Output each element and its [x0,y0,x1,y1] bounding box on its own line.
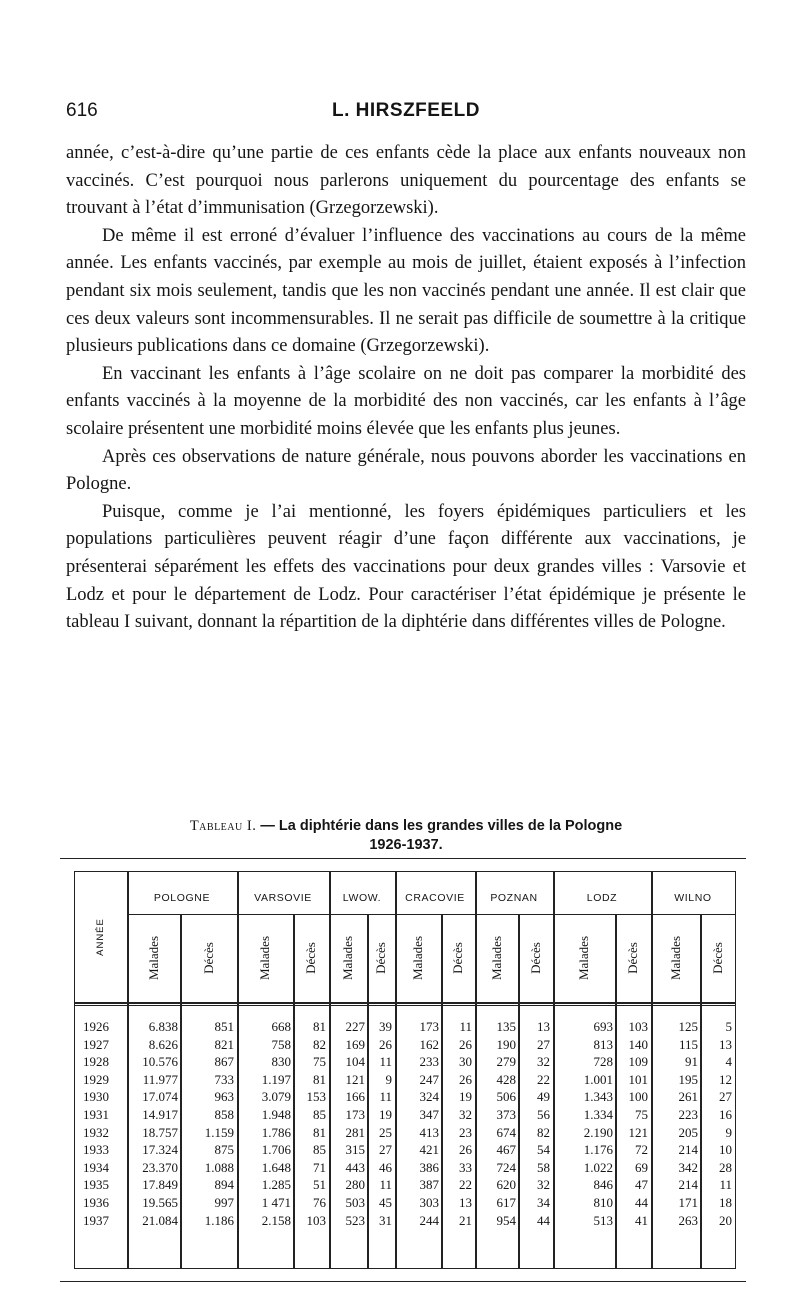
table-cell-malades: 668 [271,1019,291,1034]
table-rule [127,914,735,915]
table-cell-deces: 733 [214,1071,234,1087]
table-cell-deces: 109 [628,1054,648,1070]
table-cell-deces: 75 [635,1107,648,1122]
table-cell-deces: 19 [459,1089,472,1105]
table-cell-deces: 45 [379,1195,392,1210]
table-cell-malades: 813 [593,1036,613,1052]
table-cell-deces: 153 [306,1089,326,1105]
table-title: — La diphtérie dans les grandes villes de la Pologne [256,818,623,834]
table-cell-deces: 26 [459,1036,472,1052]
table-cell-deces: 1.088 [204,1159,234,1175]
table-cell-malades: 23.370 [142,1159,178,1175]
table-cell-malades: 830 [271,1054,291,1070]
table-cell-malades: 169 [345,1036,365,1052]
table-cell-deces: 25 [379,1124,392,1140]
table-cell-deces: 18 [719,1195,732,1210]
table-cell-malades: 413 [419,1124,439,1140]
table-cell-deces: 23 [459,1124,472,1140]
table-cell-malades: 810 [593,1195,613,1210]
table-cell-malades: 617 [496,1195,516,1210]
table-cell-year: 1932 [83,1124,109,1140]
table-cell-malades: 261 [678,1089,698,1105]
table-cell-year: 1934 [83,1159,109,1175]
table-cell-malades: 166 [345,1089,365,1105]
table-caption [66,817,746,855]
table-cell-deces: 1.186 [204,1212,234,1228]
table-cell-year: 1930 [83,1089,109,1105]
column-header-malades: Malades [410,935,425,981]
table-cell-malades: 3.079 [261,1089,291,1105]
table-cell-malades: 1.706 [261,1142,291,1158]
diphtheria-table [60,858,746,1282]
table-cell-malades: 620 [496,1177,516,1193]
table-cell-deces: 44 [635,1195,648,1210]
table-cell-malades: 387 [419,1177,439,1193]
table-cell-malades: 173 [419,1019,439,1034]
table-cell-deces: 51 [313,1177,326,1193]
table-cell-deces: 13 [719,1036,732,1052]
table-cell-deces: 34 [537,1195,550,1210]
table-cell-malades: 386 [419,1159,439,1175]
table-cell-deces: 31 [379,1212,392,1228]
table-cell-year: 1935 [83,1177,109,1193]
table-cell-deces: 32 [537,1054,550,1070]
table-cell-malades: 17.849 [142,1177,178,1193]
running-header [66,100,746,128]
table-cell-malades: 91 [685,1054,698,1070]
table-cell-malades: 373 [496,1107,516,1122]
table-cell-malades: 244 [419,1212,439,1228]
table-cell-deces: 26 [459,1142,472,1158]
table-label: Tableau I. [189,818,257,834]
table-cell-deces: 997 [214,1195,234,1210]
table-cell-malades: 6.838 [148,1019,178,1034]
column-header-deces: Décès [303,942,318,974]
city-header: WILNO [674,892,712,904]
table-cell-deces: 9 [385,1071,392,1087]
table-cell-deces: 103 [628,1019,648,1034]
column-header-malades: Malades [257,935,272,981]
table-cell-malades: 467 [496,1142,516,1158]
table-cell-year: 1928 [83,1054,109,1070]
table-cell-malades: 247 [419,1071,439,1087]
table-cell-malades: 342 [678,1159,698,1175]
table-cell-malades: 171 [678,1195,698,1210]
table-cell-malades: 443 [345,1159,365,1175]
table-cell-malades: 1.343 [583,1089,613,1105]
table-cell-malades: 1.176 [583,1142,613,1158]
table-cell-deces: 5 [725,1019,732,1034]
table-cell-deces: 11 [719,1177,732,1193]
table-grid [74,871,736,1269]
column-header-malades: Malades [340,935,355,981]
city-header: VARSOVIE [254,892,312,904]
table-cell-deces: 76 [313,1195,326,1210]
table-cell-malades: 8.626 [148,1036,178,1052]
table-cell-malades: 303 [419,1195,439,1210]
table-cell-deces: 33 [459,1159,472,1175]
table-cell-deces: 12 [719,1071,732,1087]
table-cell-deces: 19 [379,1107,392,1122]
table-cell-year: 1936 [83,1195,109,1210]
table-cell-malades: 223 [678,1107,698,1122]
column-header-deces: Décès [200,942,216,974]
column-header-malades: Malades [488,935,504,981]
table-cell-malades: 125 [678,1019,698,1034]
table-cell-deces: 4 [725,1054,732,1070]
table-cell-malades: 280 [345,1177,365,1193]
table-cell-deces: 27 [537,1036,550,1052]
table-cell-deces: 58 [537,1159,550,1175]
table-cell-malades: 846 [593,1177,613,1193]
table-cell-malades: 14.917 [142,1107,178,1122]
table-cell-malades: 1.285 [261,1177,291,1193]
table-cell-malades: 281 [345,1124,365,1140]
table-cell-malades: 347 [419,1107,439,1122]
table-cell-deces: 39 [379,1019,392,1034]
table-cell-malades: 190 [496,1036,516,1052]
table-cell-deces: 81 [313,1124,326,1140]
paragraph: Puisque, comme je l’ai mentionné, les foyers épidémiques particuliers et les populations particulières peuvent réagir d’une façon différente aux vaccinations, je présenterai séparément les effets des vaccinations pour deux grandes villes : Varsovie et Lodz et pour le département de Lodz. Pour caractériser l’état épidémique je présente le tableau I suivant, donnant la répartition de la diphtérie dans différentes villes de Pologne. [66,501,746,633]
table-cell-deces: 821 [214,1036,234,1052]
table-cell-malades: 2.190 [583,1124,613,1140]
table-cell-deces: 27 [379,1142,392,1158]
table-cell-malades: 506 [496,1089,516,1105]
table-cell-malades: 758 [271,1036,291,1052]
table-cell-malades: 17.324 [142,1142,178,1158]
column-header-malades: Malades [667,935,683,981]
table-cell-malades: 324 [419,1089,439,1105]
table-cell-malades: 214 [678,1177,698,1193]
table-cell-malades: 315 [345,1142,365,1158]
table-cell-malades: 233 [419,1054,439,1070]
table-cell-deces: 82 [313,1036,326,1052]
paragraph: De même il est erroné d’évaluer l’influence des vaccinations au cours de la même année. Les enfants vaccinés, par exemple au mois de juillet, étaient exposés à l’infection pendant six mois seulement, tandis que les non vaccinés pendant une année. Il est clair que ces deux valeurs sont incommensurables. Il ne serait pas difficile de soumettre à la critique plusieurs publications dans ce domaine (Grzegorzewski). [66,225,746,357]
table-cell-deces: 10 [719,1142,732,1158]
table-cell-malades: 693 [593,1019,613,1034]
page-number: 616 [66,100,98,121]
table-cell-year: 1933 [83,1142,109,1158]
table-cell-deces: 11 [379,1054,392,1070]
table-cell-malades: 195 [678,1071,698,1087]
table-cell-malades: 1.648 [261,1159,291,1175]
city-header: CRACOVIE [405,892,465,904]
table-cell-deces: 32 [537,1177,550,1193]
table-cell-deces: 16 [719,1107,732,1122]
table-cell-deces: 49 [537,1089,550,1105]
table-cell-malades: 1.948 [261,1107,291,1122]
table-cell-deces: 103 [306,1212,326,1228]
table-cell-deces: 20 [719,1212,732,1228]
table-cell-deces: 26 [459,1071,472,1087]
table-cell-deces: 11 [379,1177,392,1193]
table-cell-malades: 523 [345,1212,365,1228]
table-cell-malades: 115 [678,1036,698,1052]
column-header-deces: Décès [373,942,388,974]
table-cell-deces: 72 [635,1142,648,1158]
table-cell-deces: 875 [214,1142,234,1158]
table-cell-malades: 11.977 [142,1071,178,1087]
table-cell-deces: 69 [635,1159,648,1175]
table-cell-deces: 140 [628,1036,648,1052]
table-cell-deces: 101 [628,1071,648,1087]
table-cell-deces: 21 [459,1212,472,1228]
table-cell-deces: 894 [214,1177,234,1193]
table-cell-malades: 1.197 [261,1071,291,1087]
table-cell-year: 1929 [83,1071,109,1087]
table-cell-malades: 17.074 [142,1089,178,1105]
table-cell-deces: 32 [459,1107,472,1122]
table-cell-malades: 1.001 [583,1071,613,1087]
table-cell-malades: 10.576 [142,1054,178,1070]
city-header: POZNAN [490,892,538,904]
table-cell-year: 1927 [83,1036,109,1052]
table-cell-deces: 851 [214,1019,234,1034]
table-rule [75,1002,735,1004]
table-cell-malades: 1 471 [261,1195,291,1210]
table-cell-year: 1926 [83,1019,109,1034]
table-cell-malades: 954 [496,1212,516,1228]
table-cell-deces: 82 [537,1124,550,1140]
table-cell-deces: 85 [313,1142,326,1158]
table-cell-malades: 513 [593,1212,613,1228]
table-cell-deces: 44 [537,1212,550,1228]
table-cell-malades: 1.022 [583,1159,613,1175]
table-cell-deces: 28 [719,1159,732,1175]
city-header: POLOGNE [153,892,211,904]
table-cell-deces: 56 [537,1107,550,1122]
table-cell-deces: 27 [719,1089,732,1105]
table-cell-deces: 100 [628,1089,648,1105]
table-cell-deces: 71 [313,1159,326,1175]
table-cell-deces: 81 [313,1071,326,1087]
table-cell-year: 1937 [83,1212,109,1228]
city-header: LWOW. [342,892,382,904]
table-cell-malades: 263 [678,1212,698,1228]
table-cell-malades: 279 [496,1054,516,1070]
table-cell-malades: 428 [496,1071,516,1087]
table-rule [75,1005,735,1006]
city-header: LODZ [586,892,618,904]
body-text [66,140,746,637]
paragraph: année, c’est-à-dire qu’une partie de ces enfants cède la place aux enfants nouveaux non vaccinés. C’est pourquoi nous parlerons uniquement du pourcentage des enfants se trouvant à l’état d’immunisation (Grzegorzewski). [66,143,746,219]
table-cell-deces: 41 [635,1212,648,1228]
table-cell-malades: 503 [345,1195,365,1210]
table-cell-deces: 867 [214,1054,234,1070]
table-cell-deces: 22 [459,1177,472,1193]
table-cell-malades: 121 [345,1071,365,1087]
table-cell-deces: 46 [379,1159,392,1175]
table-cell-malades: 205 [678,1124,698,1140]
table-cell-deces: 85 [313,1107,326,1122]
column-header-annee: ANNÉE [95,918,106,956]
table-cell-malades: 724 [496,1159,516,1175]
table-cell-deces: 47 [635,1177,648,1193]
table-years: 1926-1937. [369,837,443,853]
table-cell-deces: 858 [214,1107,234,1122]
table-cell-deces: 9 [725,1124,732,1140]
table-cell-deces: 75 [313,1054,326,1070]
column-header-malades: Malades [576,935,591,981]
table-cell-year: 1931 [83,1107,109,1122]
running-author: L. HIRSZFEELD [332,100,480,121]
table-cell-malades: 214 [678,1142,698,1158]
column-header-deces: Décès [709,942,725,974]
column-header-deces: Décès [450,942,465,974]
table-cell-malades: 421 [419,1142,439,1158]
column-header-deces: Décès [625,942,640,974]
table-cell-malades: 104 [345,1054,365,1070]
table-cell-malades: 674 [496,1124,516,1140]
table-cell-deces: 26 [379,1036,392,1052]
table-cell-deces: 30 [459,1054,472,1070]
table-cell-malades: 18.757 [142,1124,178,1140]
paragraph: En vaccinant les enfants à l’âge scolaire on ne doit pas comparer la morbidité des enfants vaccinés à la moyenne de la morbidité des non vaccinés, car les enfants à l’âge scolaire présentent une morbidité moins élevée que les enfants plus jeunes. [66,363,746,439]
table-cell-malades: 227 [345,1019,365,1034]
table-cell-deces: 22 [537,1071,550,1087]
table-cell-deces: 963 [214,1089,234,1105]
table-cell-malades: 2.158 [261,1212,291,1228]
table-cell-deces: 54 [537,1142,550,1158]
table-cell-malades: 19.565 [142,1195,178,1210]
table-cell-deces: 81 [313,1019,326,1034]
table-cell-malades: 21.084 [142,1212,178,1228]
table-cell-deces: 121 [628,1124,648,1140]
table-cell-deces: 11 [379,1089,392,1105]
table-cell-deces: 11 [459,1019,472,1034]
column-header-deces: Décès [527,942,543,974]
table-cell-malades: 1.334 [583,1107,613,1122]
table-cell-deces: 1.159 [204,1124,234,1140]
paragraph: Après ces observations de nature générale, nous pouvons aborder les vaccinations en Pologne. [66,446,746,495]
table-cell-malades: 135 [496,1019,516,1034]
table-cell-deces: 13 [459,1195,472,1210]
table-cell-malades: 173 [345,1107,365,1122]
table-cell-malades: 162 [419,1036,439,1052]
table-cell-malades: 1.786 [261,1124,291,1140]
table-cell-malades: 728 [593,1054,613,1070]
table-cell-deces: 13 [537,1019,550,1034]
column-header-malades: Malades [145,935,161,981]
